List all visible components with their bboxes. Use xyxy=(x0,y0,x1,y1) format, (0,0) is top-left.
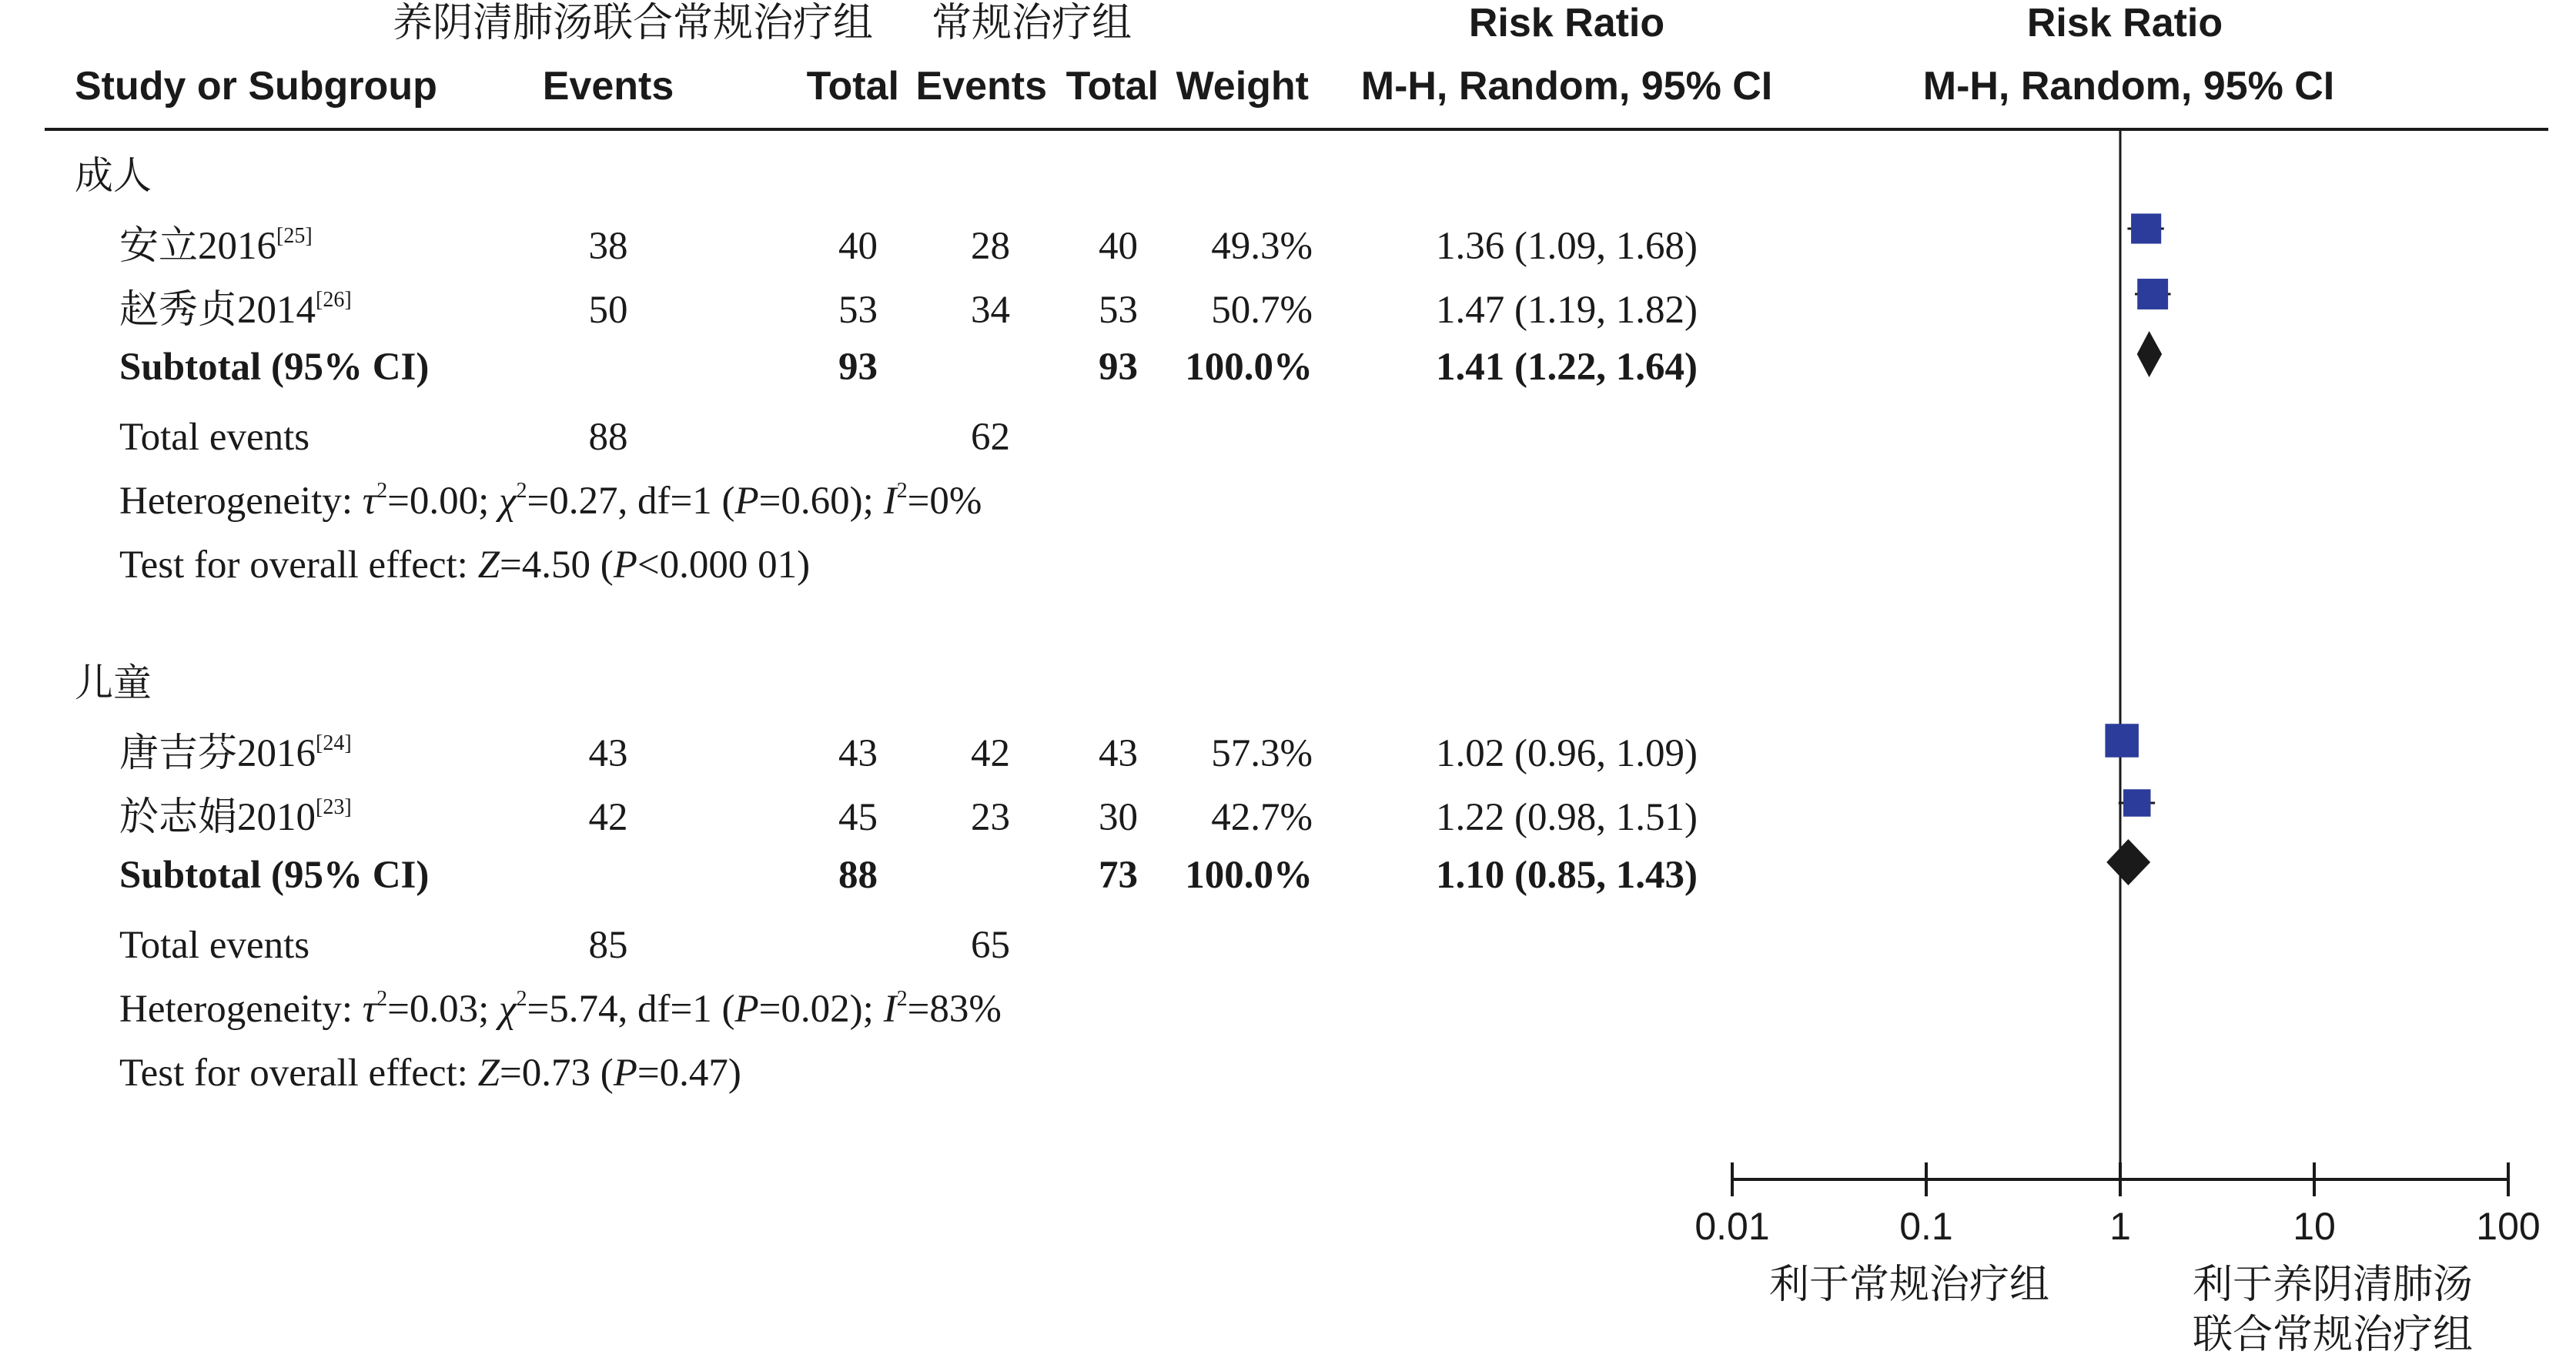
study-column-header: Study or Subgroup xyxy=(75,64,437,109)
ctrl-total-cell: 43 xyxy=(1099,732,1138,775)
subgroup-title-adult: 成人 xyxy=(75,153,152,198)
overall-effect-text: Test for overall effect: Z=0.73 (P=0.47) xyxy=(119,1052,741,1095)
exp-events-header: Events xyxy=(542,64,674,109)
control-group-header: 常规治疗组 xyxy=(932,0,1132,46)
ctrl-total-cell: 30 xyxy=(1099,796,1138,839)
subtotal-weight: 100.0% xyxy=(1185,346,1313,389)
rr-ci-cell: 1.02 (0.96, 1.09) xyxy=(1436,732,1698,775)
weight-header: Weight xyxy=(1176,64,1309,109)
axis-tick-label: 0.1 xyxy=(1899,1205,1953,1248)
ctrl-events-cell: 28 xyxy=(971,225,1010,268)
subgroup-title-child: 儿童 xyxy=(75,661,152,705)
ctrl-events-header: Events xyxy=(915,64,1047,109)
ctrl-total-cell: 40 xyxy=(1099,225,1138,268)
weight-cell: 57.3% xyxy=(1211,732,1313,775)
rr-ci-cell: 1.22 (0.98, 1.51) xyxy=(1436,796,1698,839)
axis-tick-label: 100 xyxy=(2476,1205,2541,1248)
heterogeneity-text: Heterogeneity: $\tau^2=0.03$; $\chi^2=5.74$, df=1 (P=0.02); $I^2=83\%$ xyxy=(119,986,1002,1031)
weight-cell: 42.7% xyxy=(1211,796,1313,839)
total-events-label: Total events xyxy=(119,416,310,459)
weight-cell: 49.3% xyxy=(1211,225,1313,268)
axis-tick-label: 0.01 xyxy=(1694,1205,1770,1248)
subtotal-label: Subtotal (95% CI) xyxy=(119,346,430,389)
ctrl-events-cell: 23 xyxy=(971,796,1010,839)
study-marker xyxy=(2105,724,2139,758)
axis-tick-label: 1 xyxy=(2109,1205,2131,1248)
total-events-ctrl: 65 xyxy=(971,924,1010,967)
total-events-ctrl: 62 xyxy=(971,416,1010,459)
ctrl-events-cell: 34 xyxy=(971,289,1010,332)
study-label: 安立2016[25] xyxy=(119,223,313,268)
exp-events-cell: 42 xyxy=(588,796,628,839)
subtotal-weight: 100.0% xyxy=(1185,854,1313,897)
exp-total-header: Total xyxy=(806,64,899,109)
exp-total-cell: 43 xyxy=(838,732,878,775)
favours-treatment-label-line1: 利于养阴清肺汤 xyxy=(2192,1262,2474,1308)
rr-method-header: M-H, Random, 95% CI xyxy=(1360,64,1773,109)
subtotal-label: Subtotal (95% CI) xyxy=(119,854,430,897)
subtotal-exp-total: 93 xyxy=(838,346,878,389)
study-marker xyxy=(2137,279,2168,309)
weight-cell: 50.7% xyxy=(1211,289,1313,332)
exp-total-cell: 40 xyxy=(838,225,878,268)
favours-treatment-label-line2: 联合常规治疗组 xyxy=(2192,1312,2474,1358)
subtotal-diamond xyxy=(2137,331,2162,377)
exp-total-cell: 45 xyxy=(838,796,878,839)
ctrl-events-cell: 42 xyxy=(971,732,1010,775)
heterogeneity-text: Heterogeneity: $\tau^2=0.00$; $\chi^2=0.27$, df=1 (P=0.60); $I^2=0\%$ xyxy=(119,478,982,523)
exp-total-cell: 53 xyxy=(838,289,878,332)
ctrl-total-cell: 53 xyxy=(1099,289,1138,332)
plot-column-title: Risk Ratio xyxy=(2026,1,2223,45)
subtotal-diamond xyxy=(2106,839,2150,885)
total-events-label: Total events xyxy=(119,924,310,967)
experimental-group-header: 养阴清肺汤联合常规治疗组 xyxy=(393,0,874,46)
rr-column-title: Risk Ratio xyxy=(1468,1,1665,45)
favours-control-label: 利于常规治疗组 xyxy=(1768,1262,2050,1308)
study-marker xyxy=(2131,213,2161,243)
subtotal-ctrl-total: 93 xyxy=(1099,346,1138,389)
exp-events-cell: 50 xyxy=(588,289,628,332)
study-label: 唐吉芬2016[24] xyxy=(119,731,352,775)
overall-effect-text: Test for overall effect: Z=4.50 (P<0.000 01) xyxy=(119,544,811,587)
subtotal-ctrl-total: 73 xyxy=(1099,854,1138,897)
subtotal-exp-total: 88 xyxy=(838,854,878,897)
study-marker xyxy=(2123,789,2150,816)
exp-events-cell: 38 xyxy=(588,225,628,268)
rr-ci-cell: 1.36 (1.09, 1.68) xyxy=(1436,225,1698,268)
ctrl-total-header: Total xyxy=(1066,64,1159,109)
axis-tick-label: 10 xyxy=(2293,1205,2336,1248)
total-events-exp: 85 xyxy=(588,924,628,967)
study-label: 赵秀贞2014[26] xyxy=(119,287,352,332)
subtotal-ci: 1.41 (1.22, 1.64) xyxy=(1436,346,1698,389)
exp-events-cell: 43 xyxy=(588,732,628,775)
rr-ci-cell: 1.47 (1.19, 1.82) xyxy=(1436,289,1698,332)
subtotal-ci: 1.10 (0.85, 1.43) xyxy=(1436,854,1698,897)
total-events-exp: 88 xyxy=(588,416,628,459)
study-label: 於志娟2010[23] xyxy=(119,794,352,839)
plot-method-header: M-H, Random, 95% CI xyxy=(1922,64,2335,109)
